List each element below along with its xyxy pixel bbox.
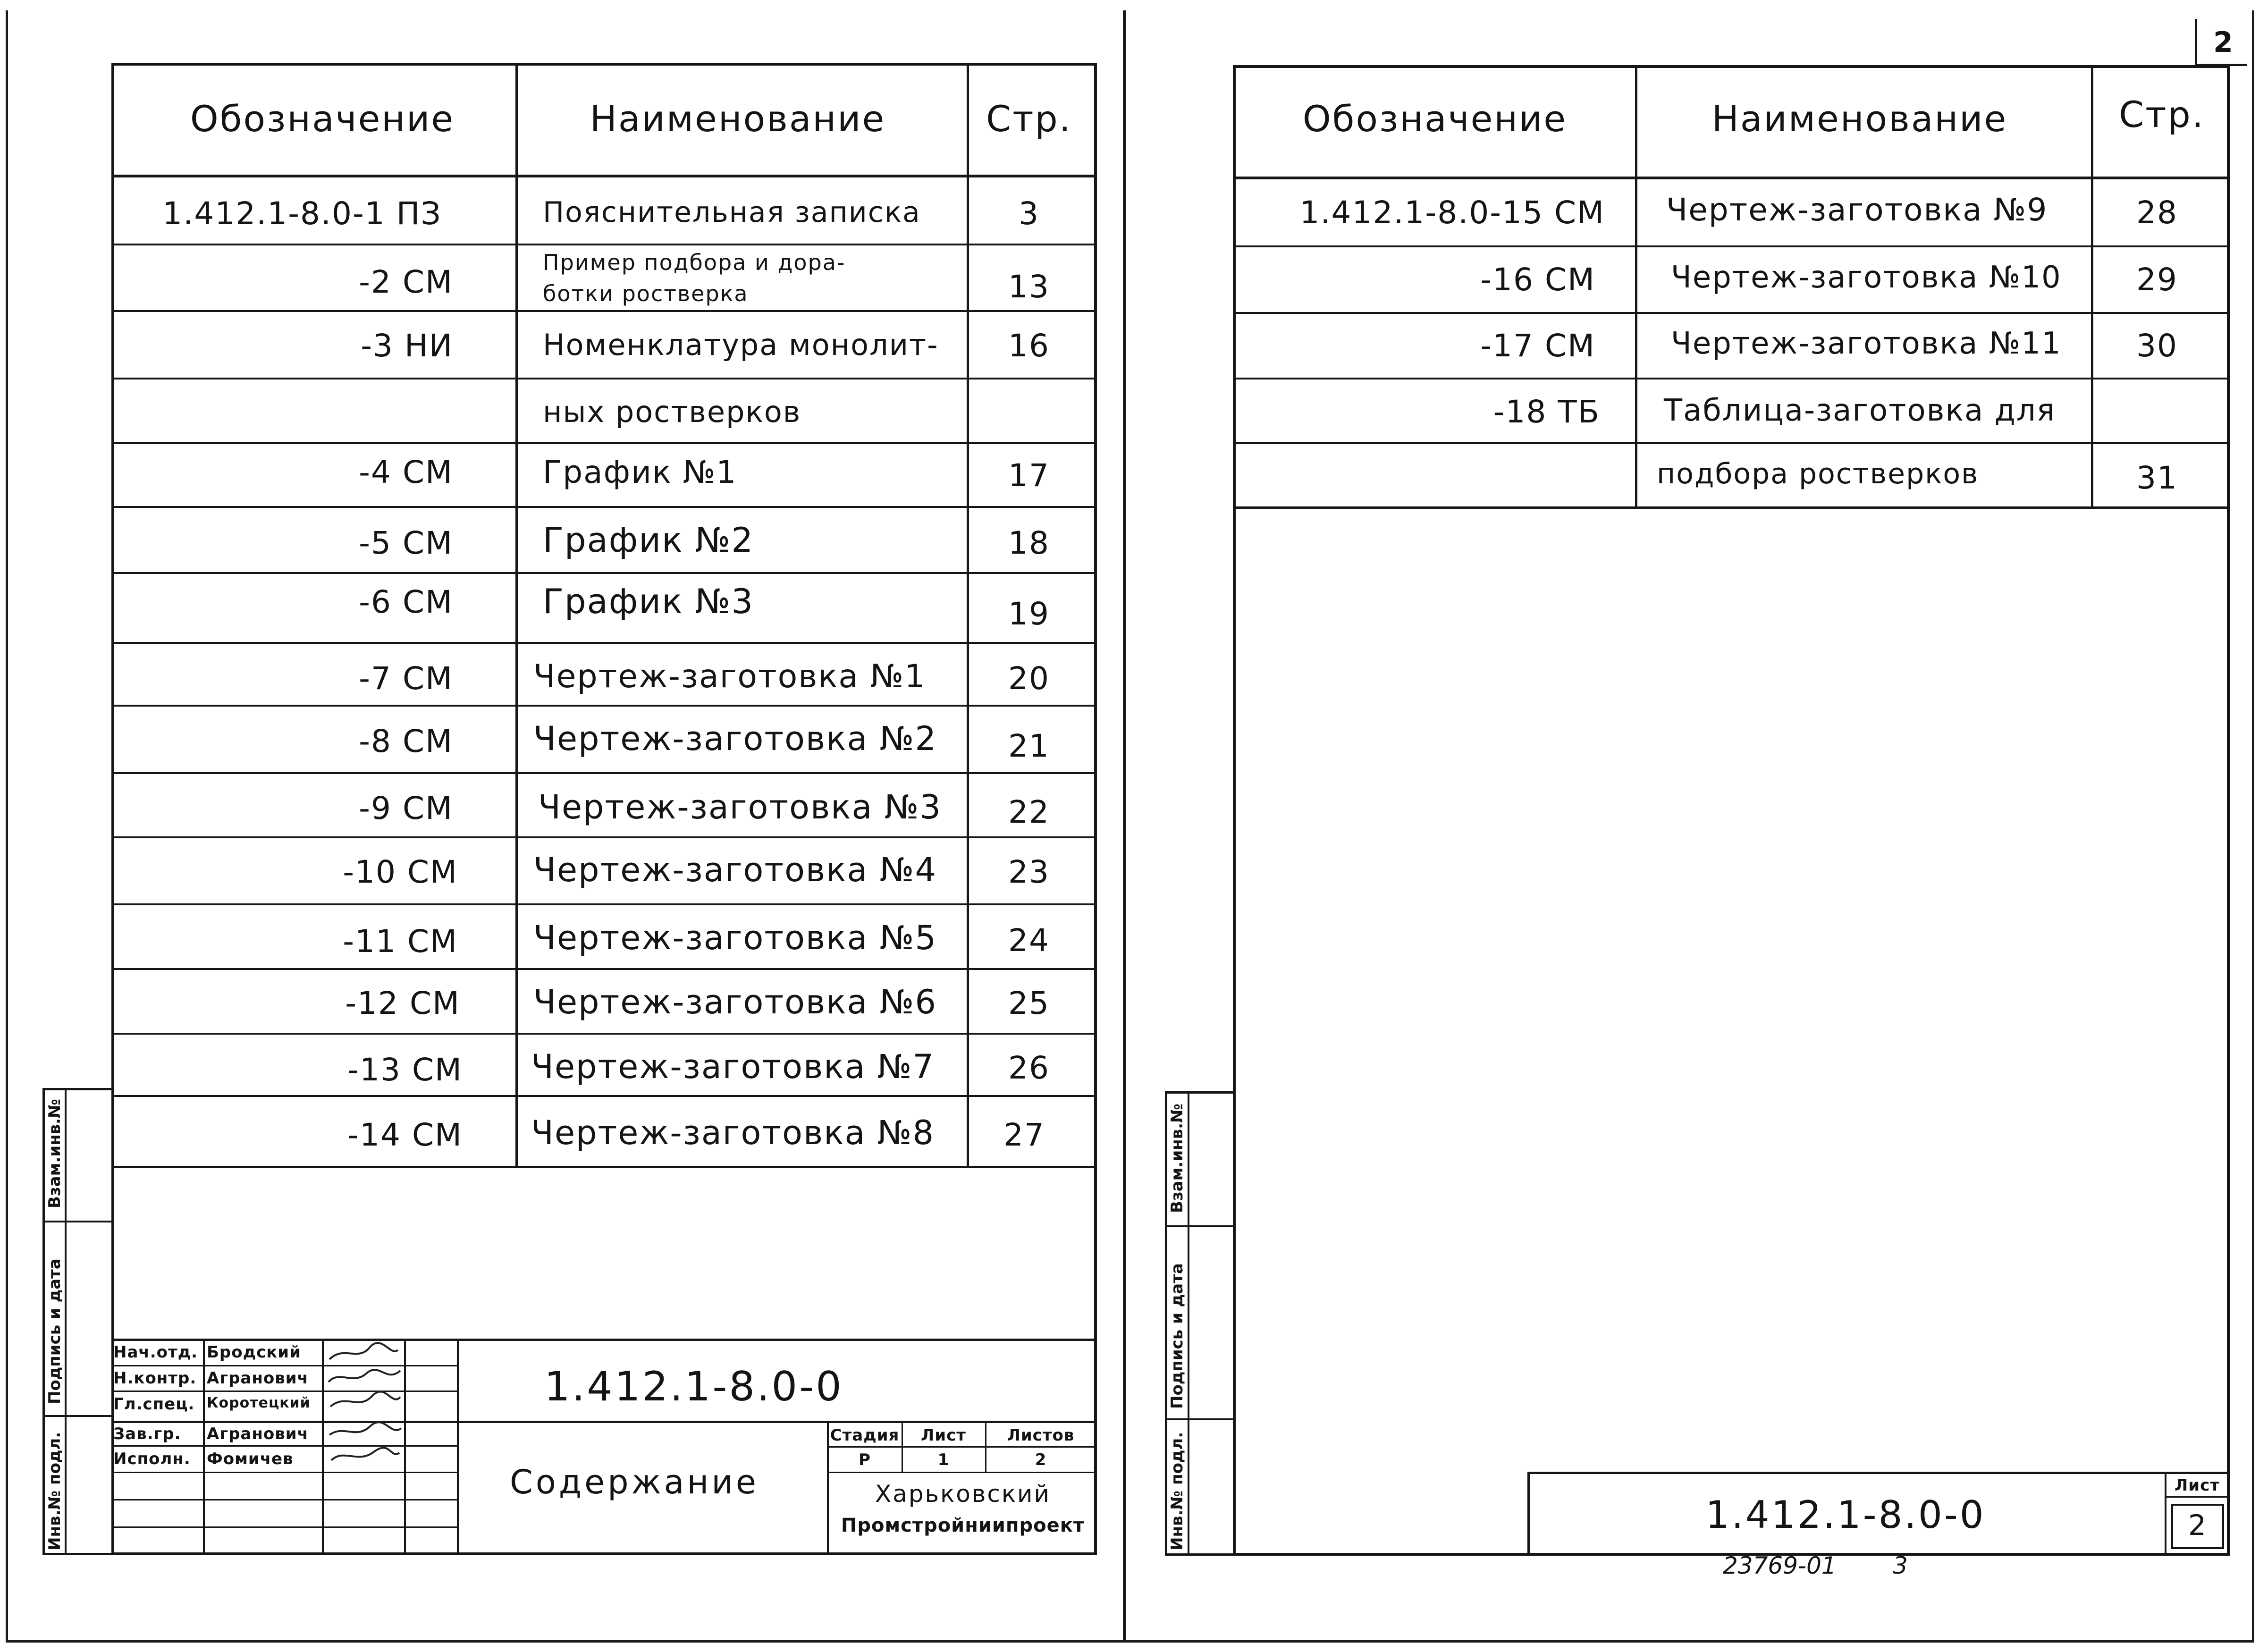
table-row-name: График №2 [543,520,754,560]
right-sheet-number: 2 [2188,1509,2207,1542]
left-document-code: 1.412.1-8.0-0 [544,1363,843,1410]
side-stamp-inv: Инв.№ подл. [45,1432,64,1551]
table-row-name: подбора ростверков [1657,457,1979,490]
table-row-name: Чертеж-заготовка №9 [1666,192,2048,228]
table-row-designation: -3 НИ [361,328,453,364]
table-row-designation: -12 СМ [345,985,460,1021]
table-row-name: Номенклатура монолит- [543,328,939,362]
table-row-name: Чертеж-заготовка №6 [533,983,937,1021]
table-row-designation: 1.412.1-8.0-1 ПЗ [162,195,442,232]
person-name: Коротецкий [207,1395,311,1411]
role-label: Нач.отд. [113,1343,198,1362]
corner-page-number: 2 [2213,26,2233,59]
role-label: Исполн. [113,1450,191,1468]
sheets-label: Листов [1007,1426,1075,1445]
table-row-page: 22 [1008,794,1050,830]
table-row-page: 17 [1008,457,1050,494]
table-row-name: График №1 [543,454,737,490]
table-row-name: Чертеж-заготовка №2 [533,719,937,758]
table-row-page: 24 [1008,922,1050,959]
signature-1 [329,1343,398,1359]
right-header-page: Стр. [2119,93,2205,135]
table-row-designation: -7 СМ [359,660,453,697]
stage-value: Р [859,1450,871,1469]
right-header-designation: Обозначение [1302,98,1568,140]
table-row-name: Чертеж-заготовка №4 [533,851,937,889]
table-row-page: 30 [2136,328,2178,364]
table-row-designation: -10 СМ [343,854,458,890]
table-row-name-continuation: ботки ростверка [543,281,749,306]
sheet-label: Лист [921,1426,966,1445]
table-row-name: Таблица-заготовка для [1664,393,2056,428]
table-row-designation: -5 СМ [359,525,453,561]
table-row-name: Чертеж-заготовка №8 [531,1113,935,1152]
side-stamp-sign: Подпись и дата [45,1258,64,1404]
side-stamp-sign: Подпись и дата [1168,1263,1187,1409]
table-row-name: ных ростверков [543,395,801,429]
table-row-name: Чертеж-заготовка №7 [531,1047,935,1086]
table-row-name: График №3 [543,582,754,621]
table-row-page: 26 [1008,1050,1050,1086]
table-row-page: 21 [1008,728,1050,764]
right-header-name: Наименование [1711,98,2008,140]
table-row-page: 23 [1008,854,1050,890]
right-document-code: 1.412.1-8.0-0 [1705,1493,1986,1537]
table-row-name: Чертеж-заготовка №10 [1671,260,2062,295]
signature-5 [331,1448,399,1460]
person-name: Бродский [207,1343,301,1362]
table-row-designation: -4 СМ [359,454,453,490]
table-row-page: 13 [1008,269,1050,305]
table-row-page: 29 [2136,261,2178,298]
table-row-name: Пояснительная записка [543,196,921,229]
role-label: Зав.гр. [113,1424,181,1443]
table-row-name: Чертеж-заготовка №1 [533,658,926,695]
table-row-page: 27 [1003,1117,1045,1153]
stage-label: Стадия [830,1426,900,1445]
person-name: Агранович [207,1369,309,1388]
sheet-value: 1 [937,1450,950,1469]
role-label: Н.контр. [113,1369,197,1388]
table-row-page: 31 [2136,460,2178,496]
table-row-designation: -17 СМ [1480,328,1595,364]
table-row-page: 25 [1008,985,1050,1021]
left-header-designation: Обозначение [190,98,455,140]
table-row-designation: 1.412.1-8.0-15 СМ [1299,194,1605,231]
table-row-designation: -8 СМ [359,723,453,759]
left-header-page: Стр. [986,98,1072,140]
person-name: Агранович [207,1424,309,1443]
left-header-name: Наименование [590,98,886,140]
table-row-name: Пример подбора и дора- [543,250,846,275]
person-name: Фомичев [207,1450,294,1468]
archive-page: 3 [1893,1552,1908,1579]
table-row-designation: -14 СМ [347,1117,463,1153]
side-stamp-vzam: Взам.инв.№ [45,1099,64,1208]
table-row-page: 28 [2136,194,2178,231]
table-row-designation: -13 СМ [347,1052,463,1088]
table-row-designation: -18 ТБ [1493,394,1600,430]
document-title: Содержание [510,1463,759,1501]
side-stamp-inv: Инв.№ подл. [1168,1432,1187,1551]
side-stamp-vzam: Взам.инв.№ [1168,1104,1187,1213]
table-row-designation: -11 СМ [343,923,458,960]
table-row-name: Чертеж-заготовка №5 [533,919,937,957]
right-sheet-label: Лист [2175,1476,2220,1495]
signature-4 [329,1422,401,1435]
table-row-name: Чертеж-заготовка №11 [1671,326,2062,361]
table-row-name: Чертеж-заготовка №3 [538,788,942,826]
table-row-designation: -6 СМ [359,584,453,620]
table-row-page: 20 [1008,660,1050,697]
signature-marks [325,1340,403,1468]
organization-line-2: Промстройниипроект [841,1515,1085,1536]
sheets-value: 2 [1035,1450,1047,1469]
table-row-designation: -2 СМ [359,264,453,300]
role-label: Гл.спец. [113,1395,195,1414]
table-row-page: 3 [1019,195,1039,232]
signature-3 [330,1391,400,1407]
table-row-page: 16 [1008,328,1050,364]
archive-number: 23769-01 [1723,1552,1837,1579]
signature-2 [329,1370,400,1382]
table-row-page: 19 [1008,596,1050,632]
table-row-designation: -16 СМ [1480,261,1595,298]
organization-line-1: Харьковский [875,1480,1051,1508]
table-row-page: 18 [1008,525,1050,561]
table-row-designation: -9 СМ [359,790,453,826]
